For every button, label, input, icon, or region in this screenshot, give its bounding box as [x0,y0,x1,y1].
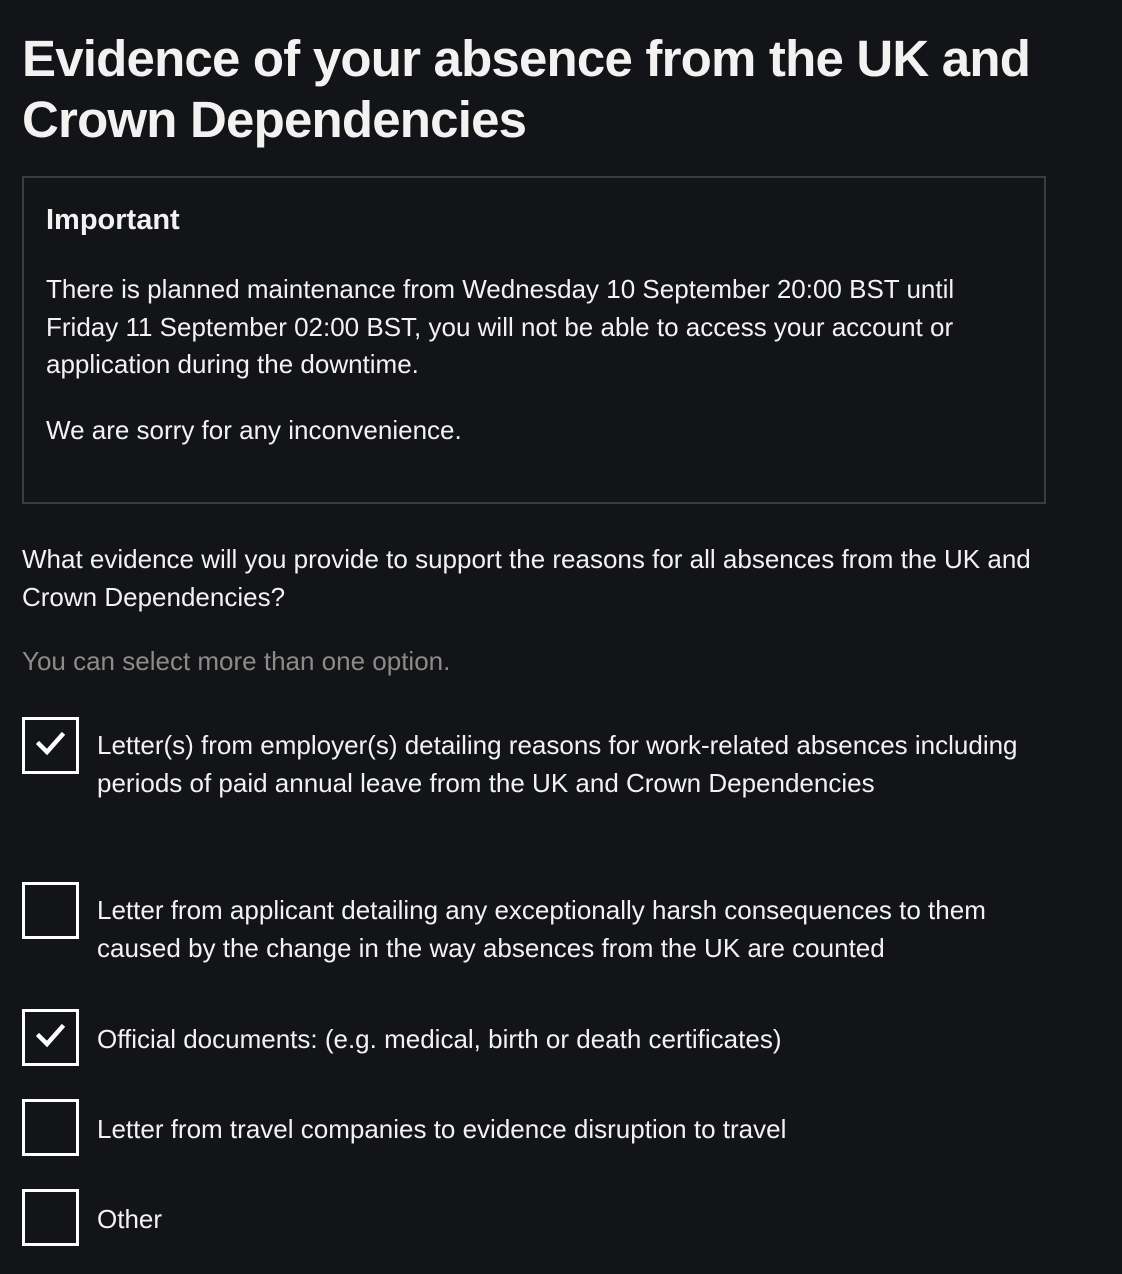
checkbox-label[interactable]: Other [97,1204,163,1234]
checkbox[interactable] [22,717,79,774]
check-icon [36,1021,65,1050]
question-legend: What evidence will you provide to support the reasons for all absences from the UK and Crown Dependencies? [22,544,1031,612]
notice-body: There is planned maintenance from Wednesday 10 September 20:00 BST until Friday 11 September 02:00 BST, you will not be able to access your account or application during the downtime. [46,274,955,379]
checkbox[interactable] [22,1099,79,1156]
check-icon [36,729,65,758]
page-title: Evidence of your absence from the UK and Crown Dependencies [22,30,1031,148]
checkbox-label[interactable]: Letter from travel companies to evidence disruption to travel [97,1114,787,1144]
notice-heading: Important [46,204,180,236]
checkbox-label[interactable]: Letter(s) from employer(s) detailing reasons for work-related absences including periods of paid annual leave from the UK and Crown Dependencies [97,730,1018,798]
notice-apology: We are sorry for any inconvenience. [46,415,462,445]
question-hint: You can select more than one option. [22,646,451,676]
checkbox[interactable] [22,1189,79,1246]
checkbox-label[interactable]: Official documents: (e.g. medical, birth or death certificates) [97,1024,782,1054]
checkbox[interactable] [22,1009,79,1066]
checkbox-label[interactable]: Letter from applicant detailing any exceptionally harsh consequences to them caused by the change in the way absences from the UK are counted [97,895,986,963]
checkbox[interactable] [22,882,79,939]
